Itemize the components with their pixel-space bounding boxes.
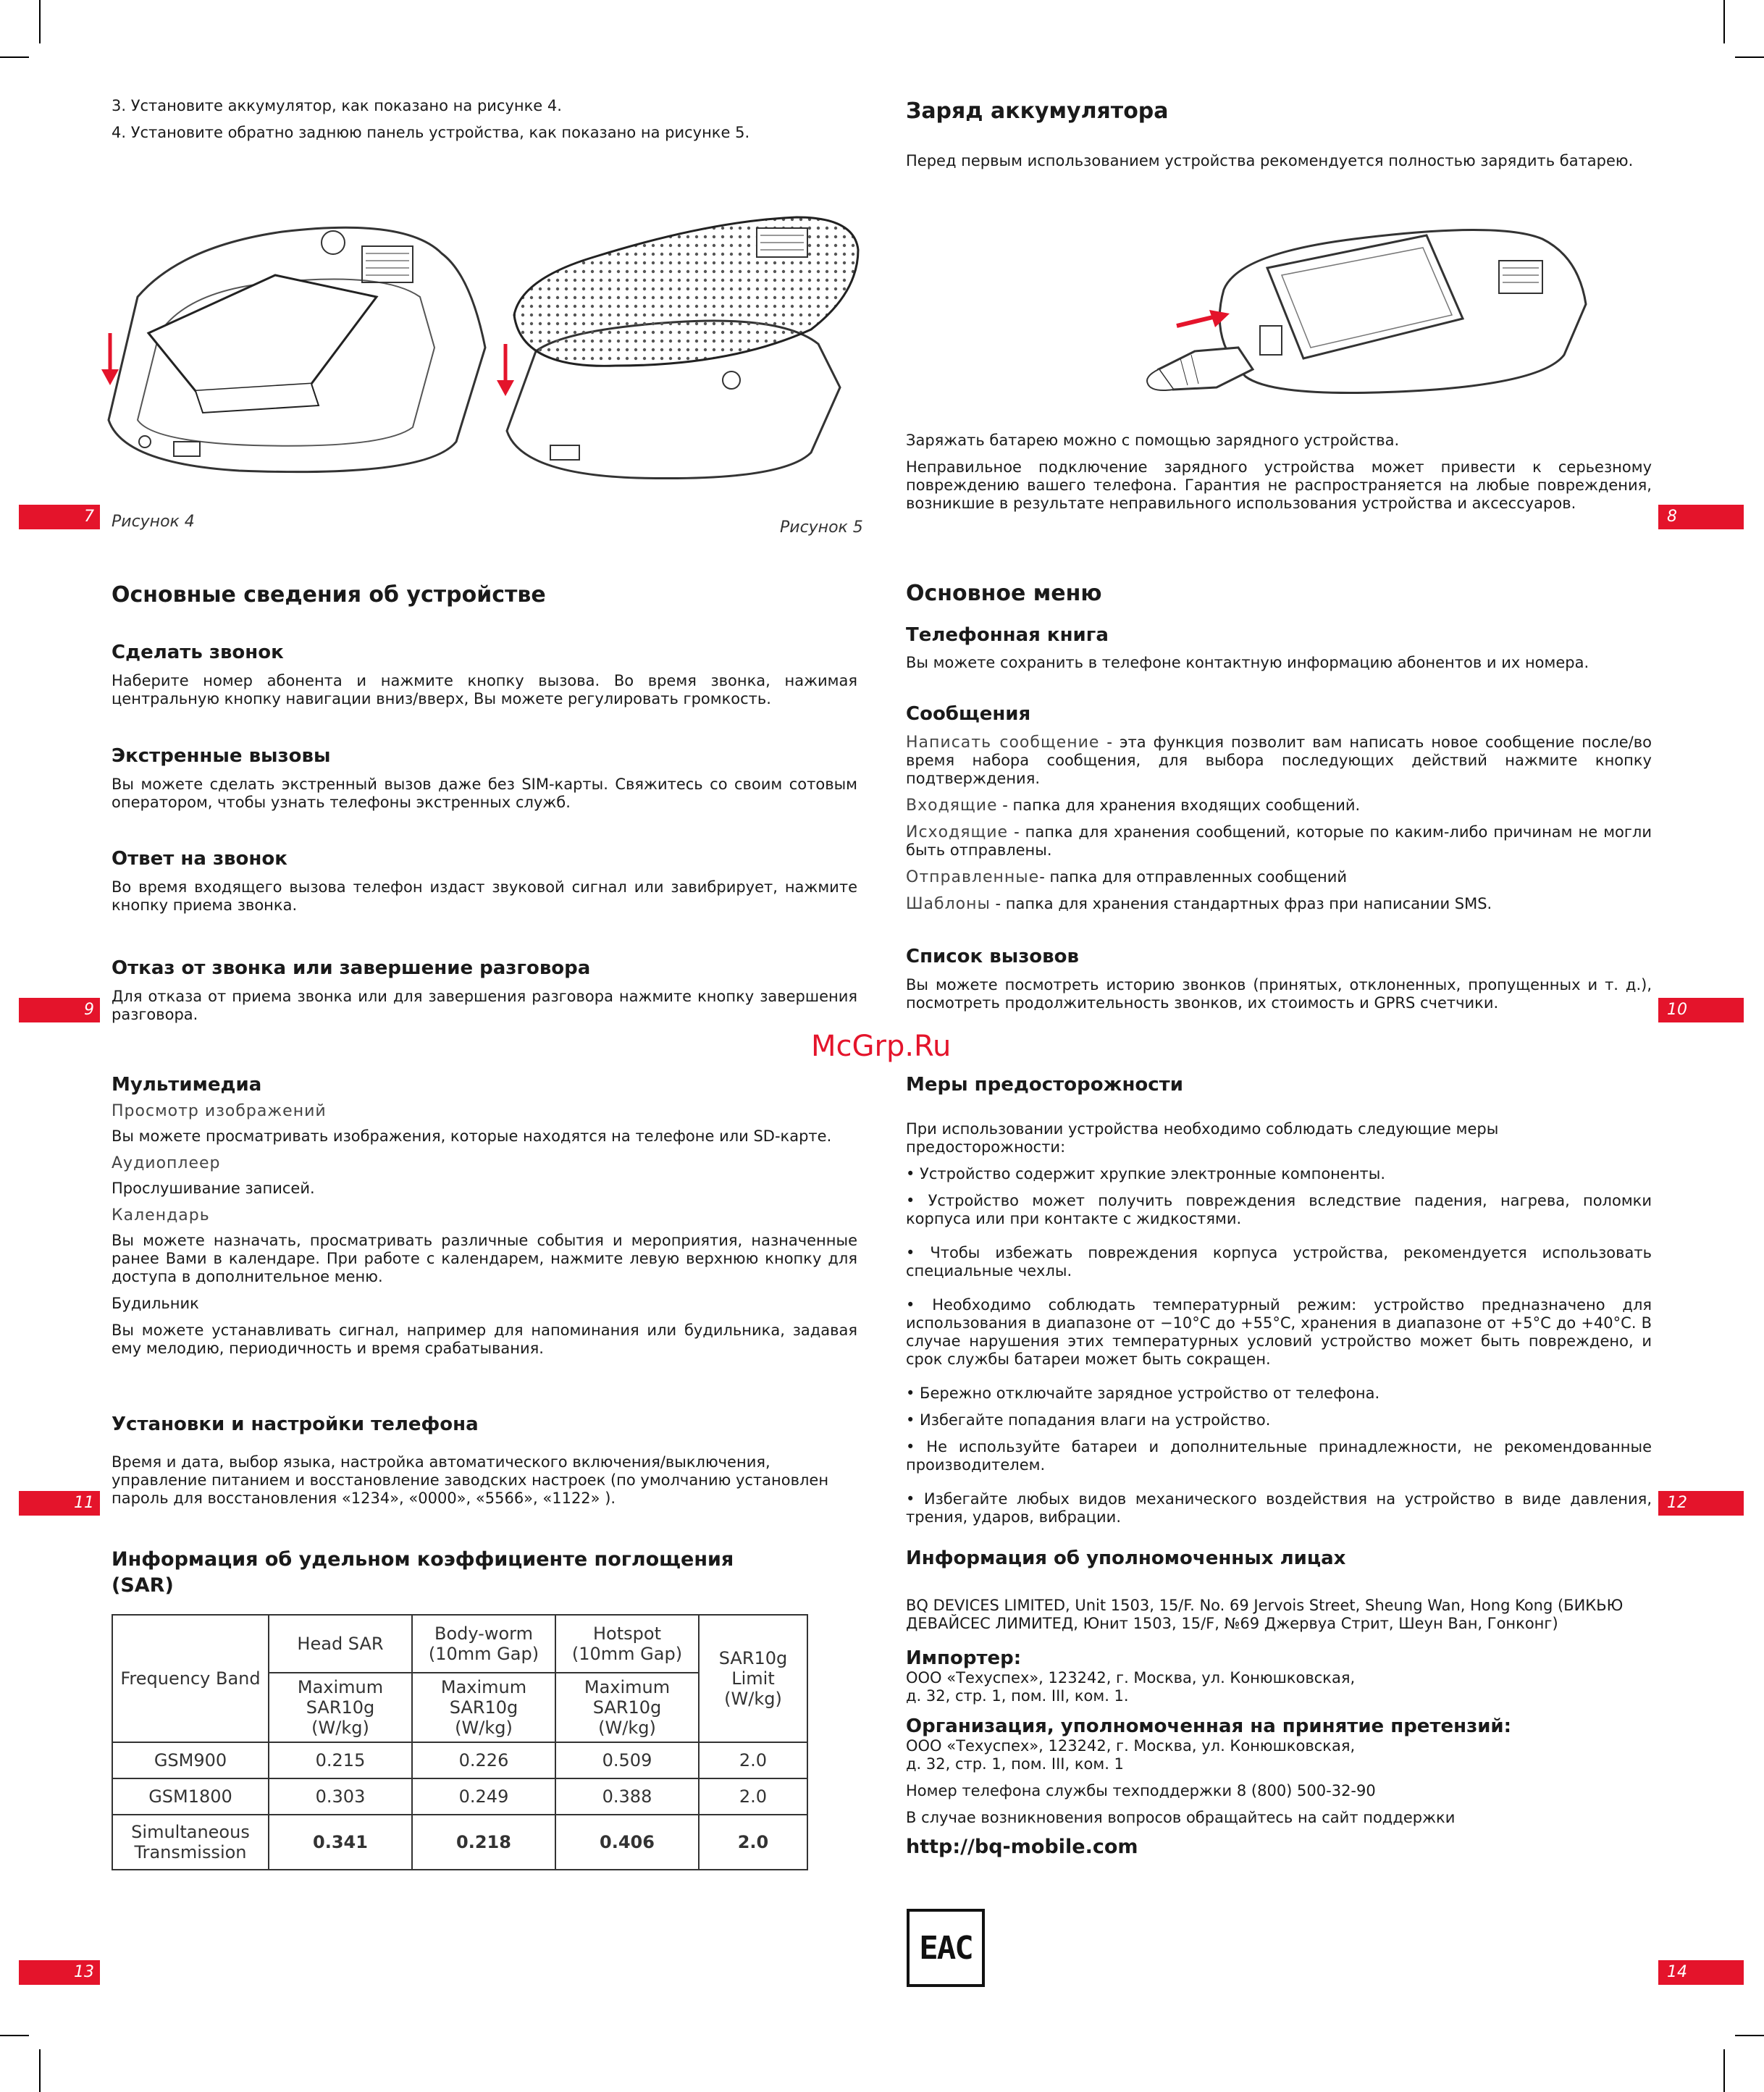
phonebook-title: Телефонная книга <box>906 624 1109 646</box>
sar-header-limit: SAR10g Limit (W/kg) <box>699 1615 807 1742</box>
sar-cell-hotspot: 0.406 <box>555 1815 699 1870</box>
watermark: McGrp.Ru <box>811 1030 952 1063</box>
support-note: В случае возникновения вопросов обращайтесь на сайт поддержки <box>906 1809 1456 1826</box>
sar-cell-limit: 2.0 <box>699 1815 807 1870</box>
answer-call-block <box>112 878 857 923</box>
settings-title: Установки и настройки телефона <box>112 1413 479 1435</box>
precaution-8: • Избегайте любых видов механического воздействия на устройство в виде давления, трения, ударов, вибрации. <box>906 1490 1652 1526</box>
claims-org-line-2: д. 32, стр. 1, пом. III, ком. 1 <box>906 1755 1124 1773</box>
device-basics-title: Основные сведения об устройстве <box>112 582 546 608</box>
precaution-3: • Чтобы избежать повреждения корпуса устройства, рекомендуется использовать специальные чехлы. <box>906 1244 1652 1280</box>
audio-player-text: Прослушивание записей. <box>112 1180 315 1197</box>
figure-5-caption: Рисунок 5 <box>780 518 863 537</box>
charging-para-1: Заряжать батарею можно с помощью зарядного устройства. <box>906 432 1400 449</box>
sar-header-body: Body-worm (10mm Gap) <box>412 1615 555 1673</box>
multimedia-title: Мультимедиа <box>112 1074 262 1096</box>
charging-text-block <box>906 432 1652 521</box>
crop-mark <box>1735 56 1764 58</box>
answer-call-title: Ответ на звонок <box>112 848 287 870</box>
calendar-label: Календарь <box>112 1206 210 1224</box>
msg-sent-label: Отправленные <box>906 868 1040 886</box>
page-number-11: 11 <box>19 1491 100 1516</box>
importer-title: Импортер: <box>906 1647 1022 1669</box>
authorized-block <box>906 1597 1652 1858</box>
crop-mark <box>1735 2035 1764 2036</box>
msg-sent-text: - папка для отправленных сообщений <box>1039 868 1348 886</box>
reject-call-block <box>112 988 857 1033</box>
msg-write-label: Написать сообщение <box>906 734 1100 752</box>
sar-header-hotspot: Hotspot (10mm Gap) <box>555 1615 699 1673</box>
precaution-2: • Устройство может получить повреждения вследствие падения, нагрева, поломки корпуса или при контакте с жидкостями. <box>906 1192 1652 1227</box>
precautions-intro: При использовании устройства необходимо соблюдать следующие меры предосторожности: <box>906 1120 1499 1156</box>
messages-title: Сообщения <box>906 703 1031 725</box>
precaution-6: • Избегайте попадания влаги на устройство. <box>906 1411 1271 1429</box>
image-viewer-label: Просмотр изображений <box>112 1102 327 1120</box>
precaution-4: • Необходимо соблюдать температурный режим: устройство предназначено для использования в диапазоне от −10°C до +55°C, хранения в диапазоне от +5°C до +40°C. В случае нарушения этих температурных условий устройство может быть повреждено, и срок службы батареи может быть сокращен. <box>906 1296 1652 1368</box>
importer-line-2: д. 32, стр. 1, пом. III, ком. 1. <box>906 1687 1129 1705</box>
alarm-label: Будильник <box>112 1295 199 1312</box>
support-url[interactable]: http://bq-mobile.com <box>906 1836 1138 1858</box>
image-viewer-text: Вы можете просматривать изображения, которые находятся на телефоне или SD-картe. <box>112 1127 832 1145</box>
charging-intro-block <box>906 152 1652 179</box>
reject-call-text: Для отказа от приема звонка или для завершения разговора нажмите кнопку завершения разговора. <box>112 988 857 1023</box>
sar-cell-band: Simultaneous Transmission <box>112 1815 269 1870</box>
page-number-7: 7 <box>19 505 100 529</box>
table-row <box>112 1815 807 1870</box>
sar-subheader-head: Maximum SAR10g (W/kg) <box>269 1673 412 1742</box>
support-phone: Номер телефона службы техподдержки 8 (800) 500-32-90 <box>906 1782 1376 1799</box>
sar-cell-head: 0.303 <box>269 1778 412 1815</box>
phonebook-block <box>906 654 1652 681</box>
claims-org-line-1: ООО «Техуспех», 123242, г. Москва, ул. Конюшковская, <box>906 1737 1356 1755</box>
crop-mark <box>0 2035 29 2036</box>
sar-header-head: Head SAR <box>269 1615 412 1673</box>
sar-cell-head: 0.341 <box>269 1815 412 1870</box>
sar-cell-limit: 2.0 <box>699 1742 807 1778</box>
sar-cell-head: 0.215 <box>269 1742 412 1778</box>
sar-cell-band: GSM900 <box>112 1742 269 1778</box>
msg-outbox-label: Исходящие <box>906 823 1009 841</box>
msg-templates-text: - папка для хранения стандартных фраз при написании SMS. <box>990 895 1492 912</box>
sar-title-line-2: (SAR) <box>112 1574 174 1597</box>
page-number-10: 10 <box>1658 998 1744 1022</box>
make-call-block <box>112 672 857 717</box>
page-number-14: 14 <box>1658 1960 1744 1985</box>
sar-title <box>112 1547 734 1599</box>
step-4: 4. Установите обратно заднюю панель устройства, как показано на рисунке 5. <box>112 124 750 141</box>
precaution-1: • Устройство содержит хрупкие электронные компоненты. <box>906 1165 1386 1182</box>
sar-cell-limit: 2.0 <box>699 1778 807 1815</box>
page-number-12: 12 <box>1658 1491 1744 1516</box>
msg-write-text: - эта функция позволит вам написать новое сообщение после/во время набора сообщения, для выбора последующих действий нажмите кнопку подтверждения. <box>906 734 1652 787</box>
charging-title: Заряд аккумулятора <box>906 98 1169 124</box>
sar-subheader-hotspot: Maximum SAR10g (W/kg) <box>555 1673 699 1742</box>
authorized-title: Информация об уполномоченных лицах <box>906 1547 1346 1569</box>
charging-illustration <box>1137 203 1600 413</box>
crop-mark <box>1723 2049 1725 2092</box>
step-3: 3. Установите аккумулятор, как показано на рисунке 4. <box>112 97 562 114</box>
call-log-block <box>906 976 1652 1021</box>
messages-block <box>906 734 1652 922</box>
msg-outbox-text: - папка для хранения сообщений, которые по каким-либо причинам не могли быть отправлены. <box>906 823 1652 859</box>
make-call-text: Наберите номер абонента и нажмите кнопку вызова. Во время звонка, нажимая центральную кнопку навигации вниз/вверх, Вы можете регулировать громкость. <box>112 672 857 707</box>
settings-block <box>112 1453 857 1516</box>
page-number-8: 8 <box>1658 505 1744 529</box>
eac-label: EAC <box>919 1929 973 1967</box>
crop-mark <box>1723 0 1725 43</box>
sar-title-line-1: Информация об удельном коэффициенте поглощения <box>112 1548 734 1571</box>
table-row <box>112 1742 807 1778</box>
precaution-5: • Бережно отключайте зарядное устройство от телефона. <box>906 1385 1380 1402</box>
sar-table <box>112 1614 808 1870</box>
multimedia-block <box>112 1102 857 1366</box>
sar-cell-body: 0.249 <box>412 1778 555 1815</box>
crop-mark <box>0 56 29 58</box>
precautions-title: Меры предосторожности <box>906 1074 1183 1096</box>
table-row <box>112 1778 807 1815</box>
charging-para-2: Неправильное подключение зарядного устройства может привести к серьезному повреждению вашего телефона. Гарантия не распространяется на любые повреждения, возникшие в результате неправильного использования устройства и аксессуаров. <box>906 458 1652 512</box>
emergency-text: Вы можете сделать экстренный вызов даже без SIM-карты. Свяжитесь со своим сотовым оператором, чтобы узнать телефоны экстренных служб. <box>112 776 857 811</box>
page-number-9: 9 <box>19 998 100 1022</box>
phonebook-text: Вы можете сохранить в телефоне контактную информацию абонентов и их номера. <box>906 654 1589 671</box>
sar-cell-band: GSM1800 <box>112 1778 269 1815</box>
crop-mark <box>39 2049 41 2092</box>
precaution-7: • Не используйте батареи и дополнительные принадлежности, не рекомендованные производителем. <box>906 1438 1652 1474</box>
answer-call-text: Во время входящего вызова телефон издаст звуковой сигнал или завибрирует, нажмите кнопку приема звонка. <box>112 878 857 914</box>
call-log-text: Вы можете посмотреть историю звонков (принятых, отклоненных, пропущенных и т. д.), посмотреть продолжительность звонков, их стоимость и GPRS счетчики. <box>906 976 1652 1012</box>
figure-4-battery-illustration <box>94 203 500 492</box>
call-log-title: Список вызовов <box>906 946 1079 967</box>
sar-cell-hotspot: 0.509 <box>555 1742 699 1778</box>
charging-intro: Перед первым использованием устройства рекомендуется полностью зарядить батарею. <box>906 152 1634 169</box>
calendar-text: Вы можете назначать, просматривать различные события и мероприятия, назначенные ранее Вами в календаре. При работе с календарем, нажмите левую верхнюю кнопку для доступа в дополнительное меню. <box>112 1232 857 1285</box>
claims-org-title: Организация, уполномоченная на принятие претензий: <box>906 1715 1512 1737</box>
eac-certification-mark <box>907 1909 985 1987</box>
alarm-text: Вы можете устанавливать сигнал, например для напоминания или будильника, задавая ему мелодию, периодичность и время срабатывания. <box>112 1322 857 1357</box>
make-call-title: Сделать звонок <box>112 642 284 663</box>
sar-subheader-body: Maximum SAR10g (W/kg) <box>412 1673 555 1742</box>
msg-inbox-label: Входящие <box>906 797 998 815</box>
figure-4-caption: Рисунок 4 <box>112 513 195 531</box>
main-menu-title: Основное меню <box>906 581 1102 606</box>
sar-header-frequency: Frequency Band <box>112 1615 269 1742</box>
msg-inbox-text: - папка для хранения входящих сообщений. <box>997 797 1361 814</box>
sar-cell-hotspot: 0.388 <box>555 1778 699 1815</box>
precautions-block <box>906 1120 1652 1535</box>
crop-mark <box>39 0 41 43</box>
emergency-title: Экстренные вызовы <box>112 745 331 767</box>
page-number-13: 13 <box>19 1960 100 1985</box>
sar-cell-body: 0.226 <box>412 1742 555 1778</box>
settings-text: Время и дата, выбор языка, настройка автоматического включения/выключения, управление питанием и восстановление заводских настроек (по умолчанию установлен пароль для восстановления «1234», «0000», «5566», «1122» ). <box>112 1453 829 1507</box>
page-7-text <box>112 97 857 151</box>
audio-player-label: Аудиоплеер <box>112 1154 221 1172</box>
company-info: BQ DEVICES LIMITED, Unit 1503, 15/F. No. 69 Jervois Street, Sheung Wan, Hong Kong (БИКЬЮ ДЕВАЙСЕС ЛИМИТЕД, Юнит 1503, 15/F, №69 Джервуа Стрит, Шеун Ван, Гонконг) <box>906 1597 1624 1632</box>
emergency-block <box>112 776 857 820</box>
msg-templates-label: Шаблоны <box>906 895 991 913</box>
sar-cell-body: 0.218 <box>412 1815 555 1870</box>
reject-call-title: Отказ от звонка или завершение разговора <box>112 957 591 979</box>
figure-5-back-cover-illustration <box>492 206 869 496</box>
importer-line-1: ООО «Техуспех», 123242, г. Москва, ул. Конюшковская, <box>906 1669 1356 1686</box>
